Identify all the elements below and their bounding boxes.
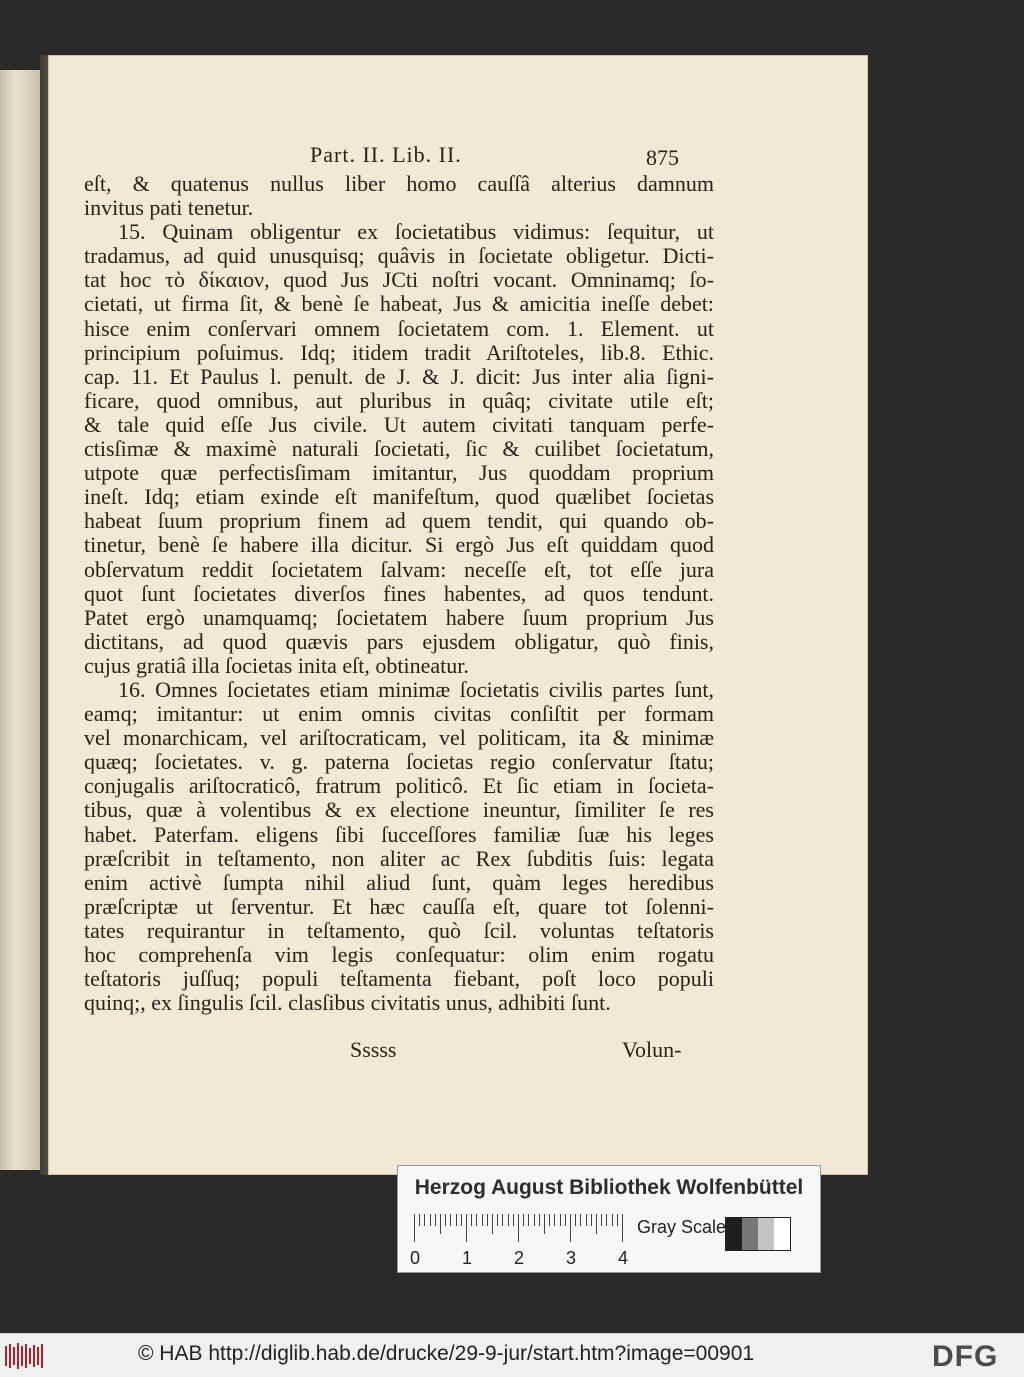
ruler-tick (570, 1214, 571, 1242)
text-line: ineſt. Idq; etiam exinde eſt manifeſtum, quod quælibet ſocietas (84, 484, 714, 510)
ruler-tick (471, 1214, 472, 1226)
text-line: cujus gratiâ illa ſocietas inita eſt, obtineatur. (84, 652, 469, 678)
text-line: tat hoc τὸ δίκαιον, quod Jus JCti noſtri vocant. Omninamq; ſo- (84, 267, 714, 293)
text-line: quinq;, ex ſingulis ſcil. clasſibus civitatis unus, adhibiti ſunt. (84, 990, 611, 1016)
text-line: cietati, ut firma ſit, & benè ſe habeat, Jus & amicitia ineſſe debet: (84, 291, 714, 317)
text-line: præſcribit in teſtamento, non aliter ac Rex ſubditis ſuis: legata (84, 845, 714, 871)
text-line: dictitans, ad quod quævis pars ejusdem obligatur, quò finis, (84, 628, 714, 654)
ruler-tick (497, 1214, 498, 1226)
ruler-label: 1 (462, 1248, 473, 1268)
text-line: vel monarchicam, vel ariſtocraticam, vel politicam, ita & minimæ (84, 725, 714, 751)
ruler-tick (575, 1214, 576, 1226)
ruler-tick (476, 1214, 477, 1226)
ruler-tick (591, 1214, 592, 1226)
text-line: ficare, quod omnibus, aut pluribus in quâq; civitate utile eſt; (84, 387, 714, 413)
text-line: principium poſuimus. Idq; itidem tradit Ariſtoteles, lib.8. Ethic. (84, 339, 714, 365)
text-line: hisce enim conſervari omnem ſocietatem com. 1. Element. ut (84, 315, 714, 341)
ruler-tick (414, 1214, 415, 1242)
text-line: præſcriptæ ut ſerventur. Et hæc cauſſa eſt, quare tot ſolenni- (84, 893, 714, 919)
ruler-tick (492, 1214, 493, 1234)
ruler-label: 3 (566, 1248, 577, 1268)
text-line: tradamus, ad quid unusquisq; quâvis in ſocietate obligetur. Dicti- (84, 243, 714, 269)
text-line: cap. 11. Et Paulus l. penult. de J. & J. dicit: Jus inter alia ſigni- (84, 363, 714, 389)
text-line: enim activè ſumpta nihil aliud ſunt, quàm leges heredibus (84, 869, 714, 895)
ruler-tick (508, 1214, 509, 1226)
ruler-tick (586, 1214, 587, 1226)
text-line: quæq; ſocietates. v. g. paterna ſocietas regio conſervatur ſtatu; (84, 749, 714, 775)
ruler-tick (513, 1214, 514, 1226)
ruler-tick (466, 1214, 467, 1242)
text-line: habeat ſuum proprium finem ad quem tendit, qui quando ob- (84, 508, 714, 534)
ruler-tick (528, 1214, 529, 1226)
text-line: quot ſunt ſocietates diverſos fines habentes, ad quos tendunt. (84, 580, 714, 606)
ruler-tick (502, 1214, 503, 1226)
ruler-tick (549, 1214, 550, 1226)
ruler-tick (560, 1214, 561, 1226)
ruler-tick (617, 1214, 618, 1226)
catchword: Volun- (622, 1037, 682, 1062)
ruler-tick (445, 1214, 446, 1226)
gray-swatch (774, 1218, 790, 1250)
ruler-tick (544, 1214, 545, 1234)
text-line: & tale quid eſſe Jus civile. Ut autem civitati tanquam perfe- (84, 411, 714, 437)
ruler-tick (565, 1214, 566, 1226)
ruler-tick (456, 1214, 457, 1226)
ruler-tick (601, 1214, 602, 1226)
gray-scale-label: Gray Scale (637, 1217, 727, 1237)
permalink-text[interactable]: © HAB http://diglib.hab.de/drucke/29-9-jur/start.htm?image=00901 (138, 1342, 755, 1365)
page-catchline (48, 1037, 868, 1067)
book-page (48, 55, 868, 1175)
text-line: habet. Paterfam. eligens ſibi ſucceſſores familiæ ſuæ his leges (84, 821, 714, 847)
adjacent-page-edge (0, 70, 40, 1170)
scale-ruler (414, 1214, 624, 1242)
text-line: obſervatum reddit ſocietatem ſalvam: neceſſe eſt, tot eſſe jura (84, 556, 714, 582)
text-line: eſt, & quatenus nullus liber homo cauſſâ alterius damnum (84, 171, 714, 196)
ruler-tick (523, 1214, 524, 1226)
hab-logo-icon[interactable] (4, 1342, 44, 1370)
ruler-tick (419, 1214, 420, 1226)
text-line: eamq; imitantur: ut enim omnis civitas conſiſtit per formam (84, 701, 714, 727)
ruler-tick (606, 1214, 607, 1226)
ruler-label: 4 (618, 1248, 629, 1268)
ruler-tick (622, 1214, 623, 1242)
ruler-tick (554, 1214, 555, 1226)
dfg-logo[interactable]: DFG (932, 1340, 999, 1373)
ruler-tick (596, 1214, 597, 1234)
ruler-tick (539, 1214, 540, 1226)
gray-swatch (742, 1218, 758, 1250)
ruler-label: 0 (410, 1248, 421, 1268)
ruler-tick (534, 1214, 535, 1226)
text-line: tinetur, benè ſe habere illa dicitur. Si ergò Jus eſt quiddam quod (84, 532, 714, 558)
ruler-tick (440, 1214, 441, 1234)
text-line: tates requirantur in teſtamento, quò ſcil. voluntas teſtatoris (84, 917, 714, 943)
library-name: Herzog August Bibliothek Wolfenbüttel (414, 1176, 804, 1199)
signature-mark: Sssss (350, 1037, 397, 1062)
text-line: invitus pati tenetur. (84, 195, 254, 221)
gray-swatch (726, 1218, 742, 1250)
ruler-tick (482, 1214, 483, 1226)
ruler-tick (518, 1214, 519, 1242)
text-line: hoc comprehenſa vim legis conſequatur: olim enim rogatu (84, 942, 714, 967)
ruler-tick (580, 1214, 581, 1226)
ruler-tick (424, 1214, 425, 1226)
gray-scale-swatch (725, 1217, 791, 1251)
text-line: utpote quæ perfectisſimam imitantur, Jus quoddam proprium (84, 460, 714, 486)
text-line: 15. Quinam obligentur ex ſocietatibus vidimus: ſequitur, ut (118, 219, 714, 245)
running-title: Part. II. Lib. II. (310, 142, 462, 167)
viewer-footer (0, 1333, 1024, 1377)
page-number: 875 (646, 145, 679, 170)
ruler-tick (450, 1214, 451, 1226)
ruler-tick (461, 1214, 462, 1226)
body-text (84, 172, 714, 1015)
ruler-tick (612, 1214, 613, 1226)
ruler-tick (435, 1214, 436, 1226)
text-line: tibus, quæ à volentibus & ex electione ineuntur, ſimiliter ſe res (84, 797, 714, 823)
text-line: conjugalis ariſtocraticô, fratrum politicô. Et ſic etiam in ſocieta- (84, 773, 714, 799)
text-line: ctisſimæ & maximè naturali ſocietati, ſic & cuilibet ſocietatum, (84, 436, 714, 462)
gray-swatch (758, 1218, 774, 1250)
text-line: teſtatoris juſſuq; populi teſtamenta fiebant, poſt loco populi (84, 966, 714, 992)
ruler-tick (487, 1214, 488, 1226)
ruler-tick (430, 1214, 431, 1226)
ruler-label: 2 (514, 1248, 525, 1268)
color-reference-card (397, 1165, 821, 1273)
text-line: 16. Omnes ſocietates etiam minimæ ſocietatis civilis partes ſunt, (118, 676, 714, 702)
text-line: Patet ergò unamquamq; ſocietatem habere ſuum proprium Jus (84, 604, 714, 630)
